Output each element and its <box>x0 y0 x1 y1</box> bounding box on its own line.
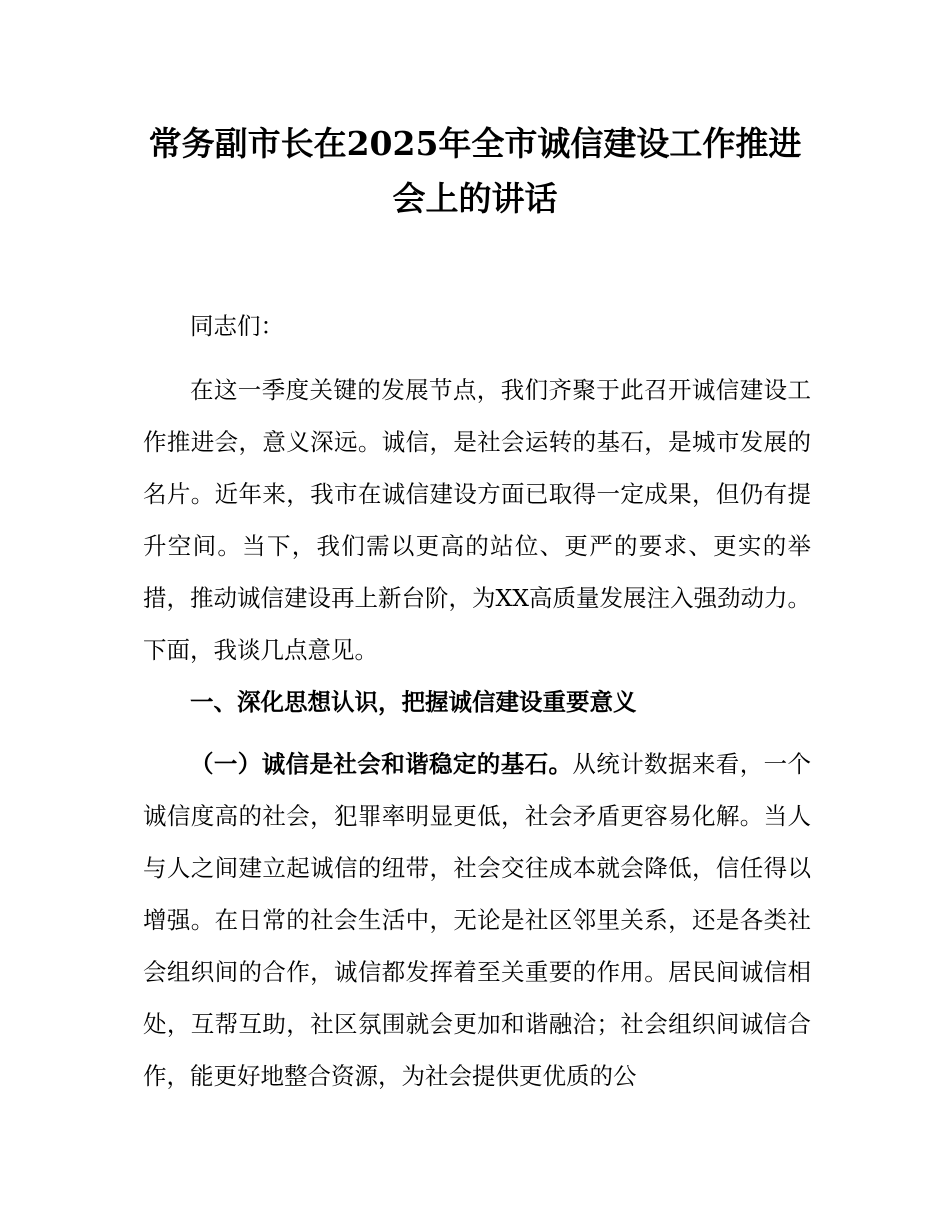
subsection-body: 从统计数据来看，一个诚信度高的社会，犯罪率明显更低，社会矛盾更容易化解。当人与人之间建立起诚信的纽带，社会交往成本就会降低，信任得以增强。在日常的社会生活中，无论是社区邻里关系，还是各类社会组织间的合作，诚信都发挥着至关重要的作用。居民间诚信相处，互帮互助，社区氛围就会更加和谐融洽；社会组织间诚信合作，能更好地整合资源，为社会提供更优质的公 <box>143 750 812 1090</box>
document-title: 常务副市长在2025年全市诚信建设工作推进会上的讲话 <box>148 124 802 218</box>
subsection-lead: （一）诚信是社会和谐稳定的基石。 <box>190 750 573 778</box>
salutation: 同志们： <box>190 312 284 340</box>
opening-paragraph: 在这一季度关键的发展节点，我们齐聚于此召开诚信建设工作推进会，意义深远。诚信，是社会运转的基石，是城市发展的名片。近年来，我市在诚信建设方面已取得一定成果，但仍有提升空间。当下，我们需以更高的站位、更严的要求、更实的举措，推动诚信建设再上新台阶，为XX高质量发展注入强劲动力。下面，我谈几点意见。 <box>143 376 811 664</box>
section-heading-1: 一、深化思想认识，把握诚信建设重要意义 <box>190 688 637 716</box>
section-1-paragraph-1 <box>143 738 811 1102</box>
